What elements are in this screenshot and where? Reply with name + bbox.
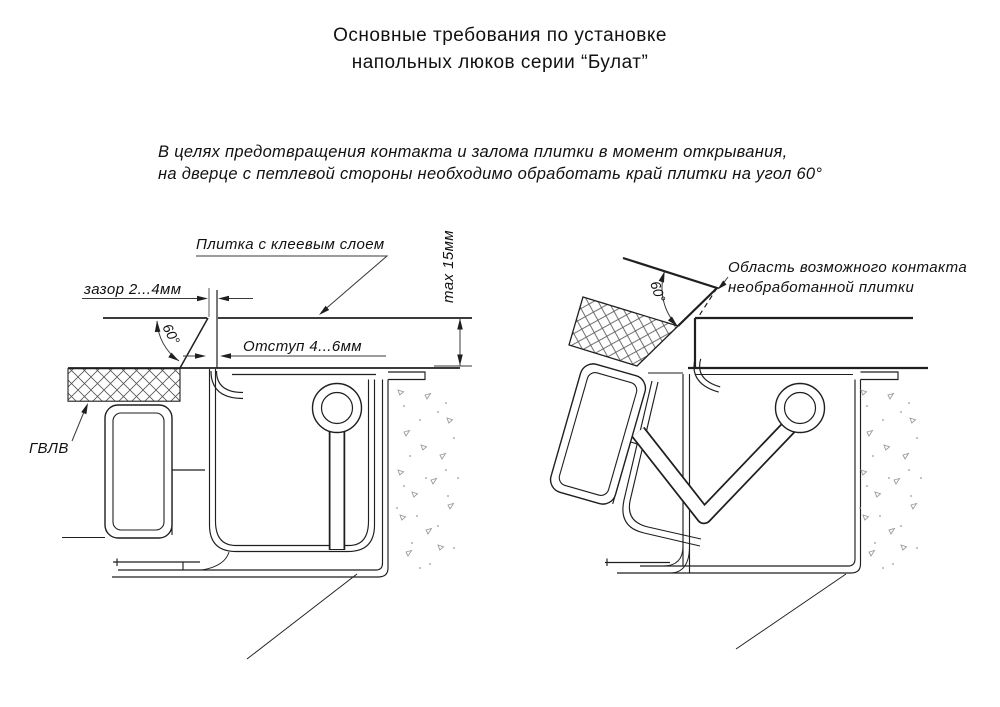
left-section-view — [29, 230, 472, 659]
break-line-right — [736, 574, 846, 649]
sheet-title-line2: напольных люков серии “Булат” — [351, 52, 649, 73]
right-section-view — [547, 258, 967, 649]
concrete-texture-right — [859, 390, 922, 569]
note-line1: В целях предотвращения контакта и залома плитки в момент открывания, — [158, 143, 788, 161]
break-line-left — [247, 574, 357, 659]
label-angle-right: 60° — [647, 278, 669, 305]
concrete-texture-left — [396, 390, 459, 569]
door-tile-tilted-hatched — [569, 297, 678, 366]
hinge-pivot-inner-right — [785, 393, 816, 424]
label-max-height: max 15мм — [440, 230, 457, 303]
fixed-tile-right — [688, 318, 928, 368]
label-gvl: ГВЛВ — [29, 440, 69, 457]
sheet-title-line1: Основные требования по установке — [333, 25, 667, 46]
door-tube-outer — [105, 405, 172, 538]
hinge-pivot-inner — [322, 393, 353, 424]
label-angle-left: 60° — [159, 320, 184, 348]
tile-bevel-edge — [180, 318, 208, 368]
label-contact-line1: Область возможного контакта — [728, 259, 968, 276]
gvl-panel-hatched — [68, 369, 180, 402]
right-metal-profiles — [605, 357, 898, 649]
label-offset: Отступ 4...6мм — [243, 338, 362, 355]
label-gap: зазор 2...4мм — [84, 281, 182, 298]
note-line2: на дверце с петлевой стороны необходимо обработать край плитки на угол 60° — [158, 165, 823, 183]
label-tile-adhesive: Плитка с клеевым слоем — [196, 236, 385, 253]
label-contact-line2: необработанной плитки — [728, 279, 915, 296]
